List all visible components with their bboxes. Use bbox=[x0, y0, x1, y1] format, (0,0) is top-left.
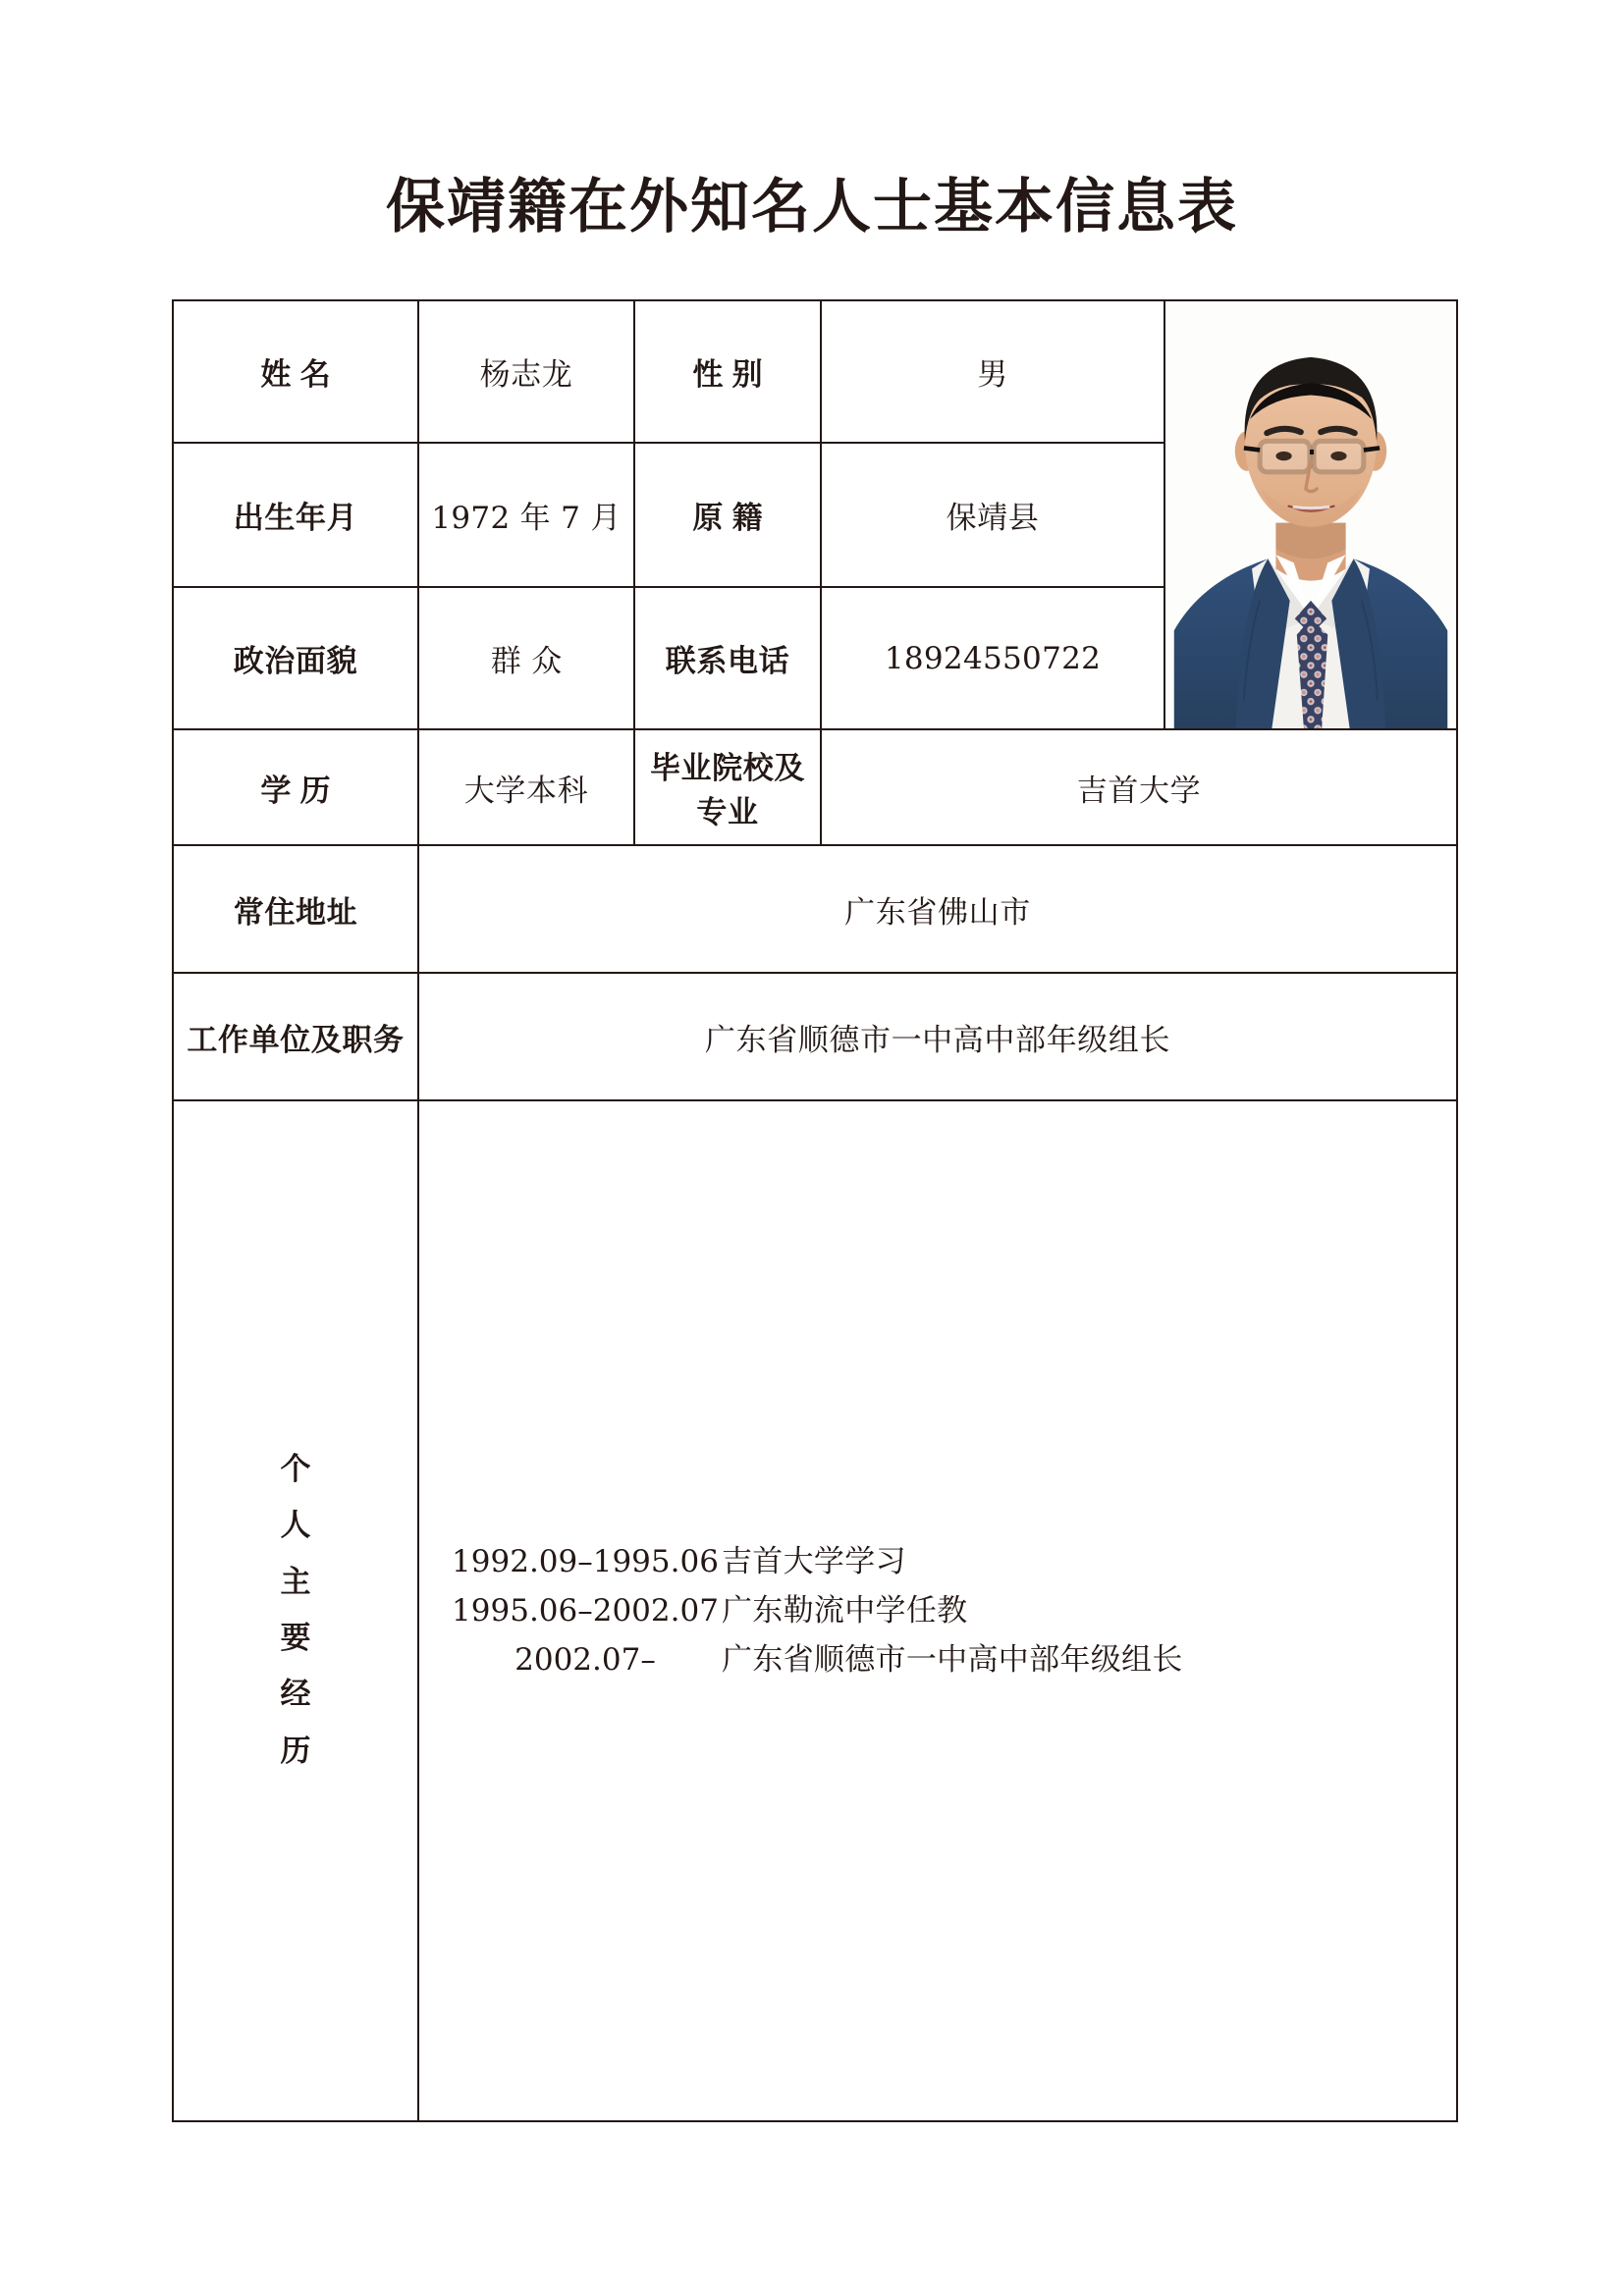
value-birth: 1972 年 7 月 bbox=[418, 443, 634, 587]
label-experience: 个人主要经历 bbox=[280, 1451, 311, 1769]
table-row-education bbox=[173, 729, 1457, 845]
label-name: 姓名 bbox=[173, 300, 418, 443]
experience-period: 2002.07– bbox=[514, 1642, 656, 1679]
page-title: 保靖籍在外知名人士基本信息表 bbox=[386, 173, 1238, 241]
experience-period: 1995.06–2002.07 bbox=[452, 1592, 719, 1629]
value-gender: 男 bbox=[821, 300, 1164, 443]
value-political: 群众 bbox=[418, 587, 634, 729]
photo-cell bbox=[1164, 300, 1457, 729]
table-row-work bbox=[173, 973, 1457, 1100]
label-origin: 原籍 bbox=[634, 443, 821, 587]
value-education: 大学本科 bbox=[418, 729, 634, 845]
value-phone: 18924550722 bbox=[821, 587, 1164, 729]
list-item bbox=[449, 1635, 1456, 1684]
portrait-photo-image bbox=[1165, 301, 1456, 728]
value-origin: 保靖县 bbox=[821, 443, 1164, 587]
experience-content-cell bbox=[418, 1100, 1457, 2121]
label-political: 政治面貌 bbox=[173, 587, 418, 729]
value-name: 杨志龙 bbox=[418, 300, 634, 443]
experience-list bbox=[419, 1537, 1456, 1685]
table-row-address bbox=[173, 845, 1457, 973]
experience-period: 1992.09–1995.06 bbox=[452, 1543, 719, 1579]
list-item bbox=[449, 1537, 1456, 1586]
value-address: 广东省佛山市 bbox=[418, 845, 1457, 973]
label-gender: 性别 bbox=[634, 300, 821, 443]
label-birth: 出生年月 bbox=[173, 443, 418, 587]
label-address: 常住地址 bbox=[173, 845, 418, 973]
label-experience-cell bbox=[173, 1100, 418, 2121]
personal-info-table bbox=[172, 299, 1458, 2122]
portrait-photo bbox=[1165, 301, 1456, 728]
value-work: 广东省顺德市一中高中部年级组长 bbox=[418, 973, 1457, 1100]
experience-description: 广东省顺德市一中高中部年级组长 bbox=[722, 1642, 1183, 1679]
label-school: 毕业院校及专业 bbox=[634, 729, 821, 845]
label-education: 学历 bbox=[173, 729, 418, 845]
experience-description: 广东勒流中学任教 bbox=[722, 1592, 968, 1629]
table-row-name bbox=[173, 300, 1457, 443]
value-school: 吉首大学 bbox=[821, 729, 1457, 845]
table-row-experience bbox=[173, 1100, 1457, 2121]
label-phone: 联系电话 bbox=[634, 587, 821, 729]
experience-description: 吉首大学学习 bbox=[722, 1543, 906, 1579]
label-work: 工作单位及职务 bbox=[173, 973, 418, 1100]
list-item bbox=[449, 1586, 1456, 1635]
